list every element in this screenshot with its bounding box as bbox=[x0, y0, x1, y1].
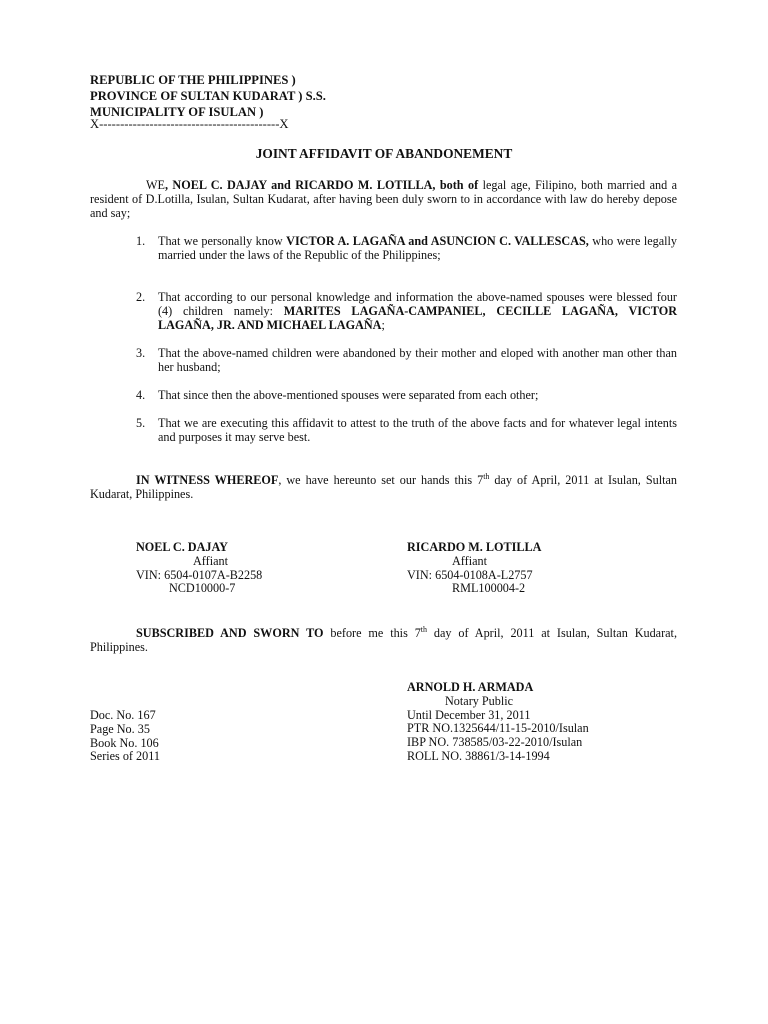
witness-ordinal: th bbox=[483, 471, 490, 481]
affiant-block-1 bbox=[136, 541, 262, 596]
affiant-code: NCD10000-7 bbox=[169, 581, 236, 596]
list-item-text-end: who were legally married under the laws of the Republic of the Philippines; bbox=[158, 234, 677, 262]
subscribed-text: before me this 7 bbox=[323, 626, 421, 640]
affiant-role: Affiant bbox=[193, 553, 228, 568]
list-item-text: That since then the above-mentioned spouses were separated from each other; bbox=[158, 388, 539, 402]
notary-roll: ROLL NO. 38861/3-14-1994 bbox=[407, 748, 550, 763]
subscribed-heading: SUBSCRIBED AND SWORN TO bbox=[136, 626, 324, 640]
list-item-text: That we personally know bbox=[158, 234, 287, 248]
venue-separator: X-------------------------------------------X bbox=[90, 117, 289, 131]
list-item-text: That we are executing this affidavit to attest to the truth of the above facts and for whatever legal intents and purposes it may serve best. bbox=[158, 416, 677, 444]
list-item bbox=[136, 416, 677, 444]
doc-info-block bbox=[90, 709, 160, 764]
list-item-bold: VICTOR A. LAGAÑA and ASUNCION C. VALLESCAS, bbox=[286, 234, 589, 248]
subscribed-text-end: day of April, 2011 at Isulan, Sultan Kudarat, Philippines. bbox=[90, 626, 677, 654]
witness-text: , we have hereunto set our hands this 7 bbox=[278, 473, 484, 487]
affiant-name: RICARDO M. LOTILLA bbox=[407, 540, 542, 554]
affiant-code: RML100004-2 bbox=[452, 581, 526, 596]
list-item-text: That according to our personal knowledge and information the above-named spouses were blessed four (4) children namely: bbox=[158, 290, 677, 318]
affiant-name: NOEL C. DAJAY bbox=[136, 540, 228, 554]
intro-affiant-names: , NOEL C. DAJAY and RICARDO M. LOTILLA, both of bbox=[164, 178, 479, 192]
series-year: Series of 2011 bbox=[90, 749, 160, 764]
doc-number: Doc. No. 167 bbox=[90, 708, 156, 722]
affiant-vin: VIN: 6504-0108A-L2757 bbox=[407, 567, 533, 582]
affiant-vin: VIN: 6504-0107A-B2258 bbox=[136, 567, 263, 582]
intro-rest: legal age, Filipino, both married and a resident of D.Lotilla, Isulan, Sultan Kudarat, after having been duly sworn to in accordance with law do hereby depose and say; bbox=[90, 178, 677, 220]
notary-commission: Until December 31, 2011 bbox=[407, 707, 531, 722]
list-item bbox=[136, 290, 677, 332]
list-item bbox=[136, 234, 677, 262]
notary-block bbox=[407, 681, 589, 764]
list-item-number: 2. bbox=[136, 290, 146, 304]
subscribed-paragraph bbox=[90, 626, 677, 654]
venue-republic: REPUBLIC OF THE PHILIPPINES ) bbox=[90, 73, 296, 87]
subscribed-ordinal: th bbox=[420, 624, 428, 634]
venue-province: PROVINCE OF SULTAN KUDARAT ) S.S. bbox=[90, 89, 326, 103]
affiant-block-2 bbox=[407, 541, 541, 596]
book-number: Book No. 106 bbox=[90, 735, 159, 750]
intro-paragraph bbox=[90, 178, 677, 220]
notary-name: ARNOLD H. ARMADA bbox=[407, 680, 534, 694]
list-item-text: That the above-named children were abandoned by their mother and eloped with another man other than her husband; bbox=[158, 346, 677, 374]
witness-paragraph bbox=[90, 473, 677, 501]
list-item bbox=[136, 388, 677, 402]
list-item-number: 5. bbox=[136, 416, 146, 430]
notary-title: Notary Public bbox=[445, 693, 514, 708]
intro-we: WE bbox=[146, 178, 165, 192]
notary-ibp: IBP NO. 738585/03-22-2010/Isulan bbox=[407, 735, 583, 750]
list-item-bold: MARITES LAGAÑA-CAMPANIEL, CECILLE LAGAÑA, VICTOR LAGAÑA, JR. AND MICHAEL LAGAÑA bbox=[158, 304, 678, 332]
list-item-text-end: ; bbox=[381, 318, 385, 332]
page-number: Page No. 35 bbox=[90, 721, 150, 736]
witness-text-end: day of April, 2011 at Isulan, Sultan Kudarat, Philippines. bbox=[90, 473, 677, 501]
witness-heading: IN WITNESS WHEREOF bbox=[136, 473, 279, 487]
list-item-number: 4. bbox=[136, 388, 146, 402]
document-title: JOINT AFFIDAVIT OF ABANDONEMENT bbox=[255, 146, 513, 161]
venue-municipality: MUNICIPALITY OF ISULAN ) bbox=[90, 105, 264, 119]
list-item-number: 1. bbox=[136, 234, 146, 248]
notary-ptr: PTR NO.1325644/11-15-2010/Isulan bbox=[407, 721, 589, 736]
list-item-number: 3. bbox=[136, 346, 146, 360]
affiant-role: Affiant bbox=[452, 553, 487, 568]
list-item bbox=[136, 346, 677, 374]
